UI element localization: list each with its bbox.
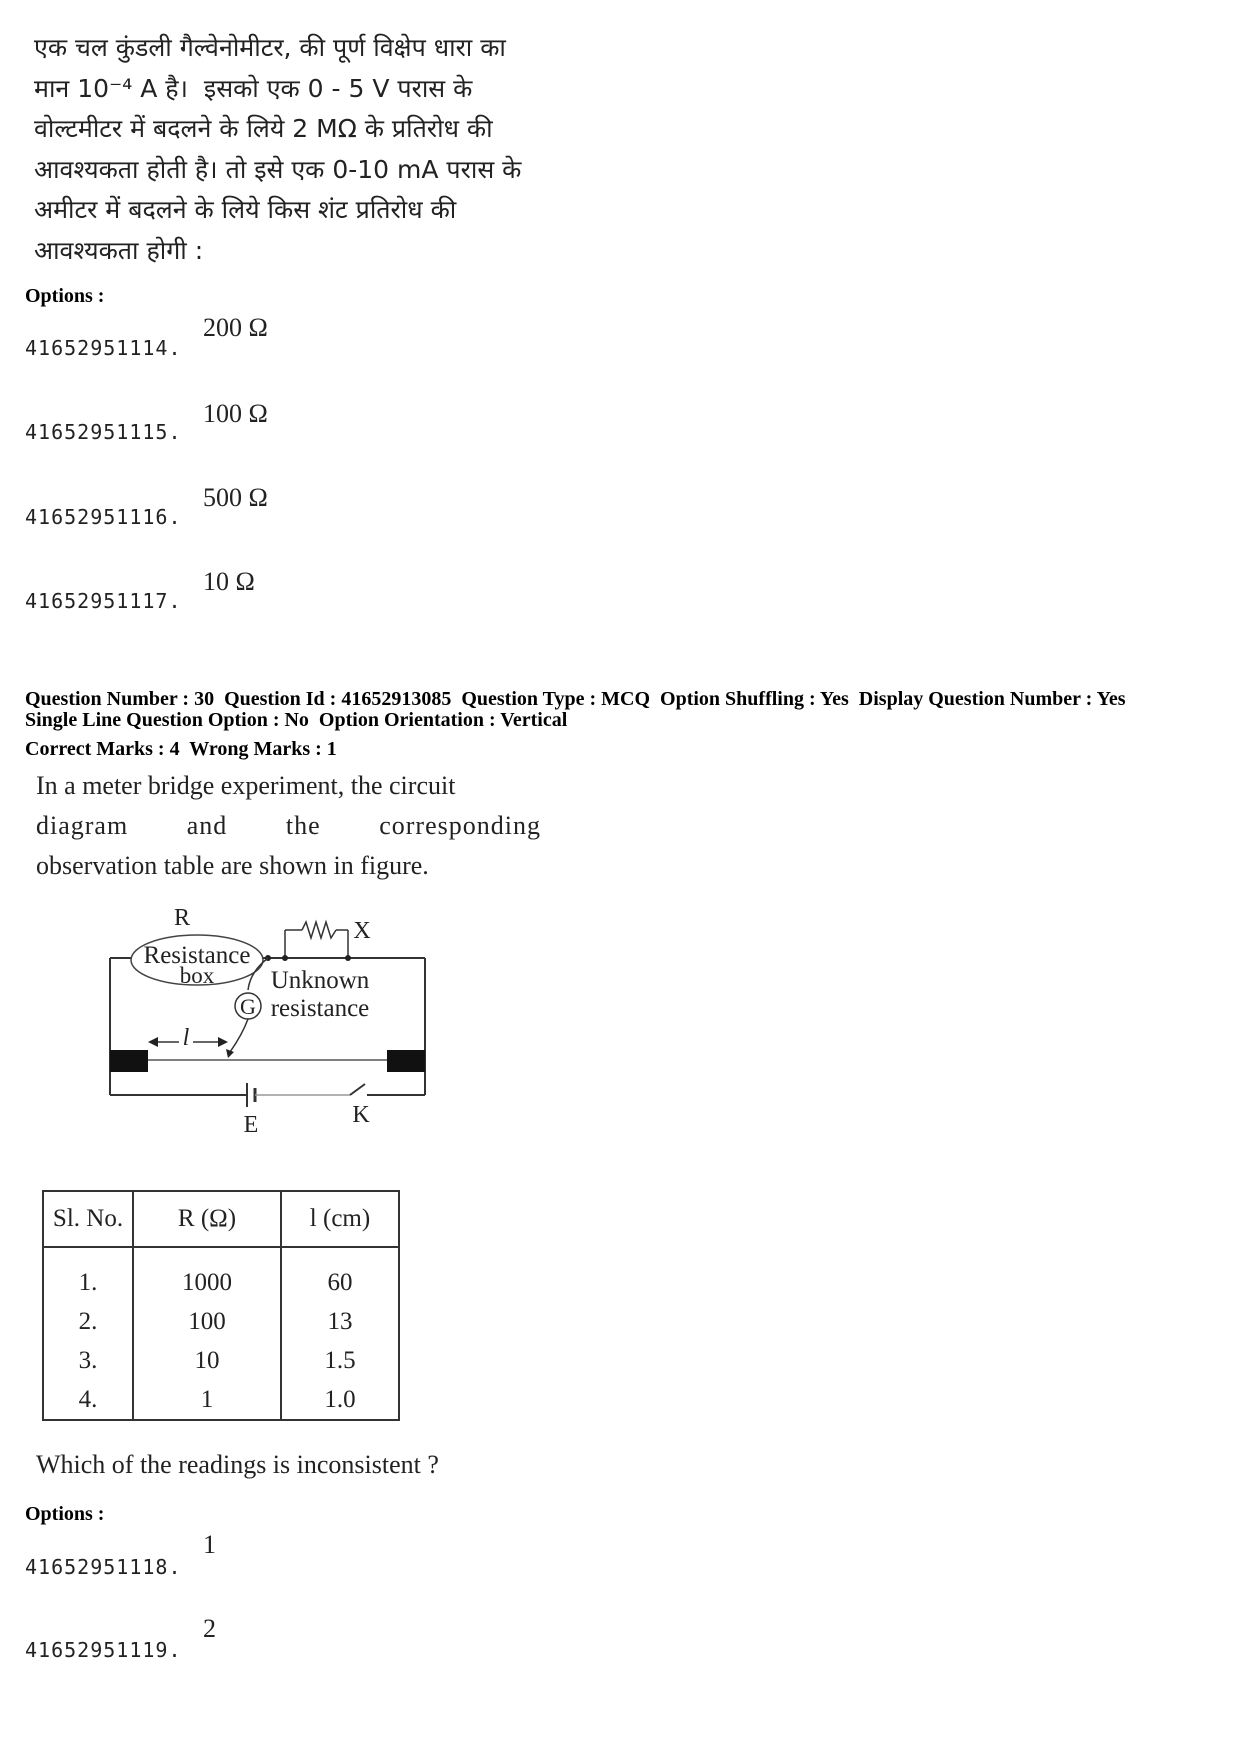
table-cell: 60 [281, 1247, 399, 1302]
hindi-question-text [34, 28, 554, 271]
table-cell: 1 [133, 1380, 281, 1420]
question-word: and [186, 811, 228, 840]
header-sl-no: Sl. No. [43, 1191, 133, 1247]
jockey-arrow [226, 1049, 234, 1058]
question-line: In a meter bridge experiment, the circuit [36, 771, 456, 800]
option-value: 100 Ω [203, 399, 268, 428]
hindi-line: आवश्यकता होगी : [34, 235, 204, 265]
option-value: 10 Ω [203, 567, 255, 596]
cell-label: E [243, 1112, 259, 1138]
length-label: l [182, 1025, 190, 1051]
table-cell: 1. [43, 1247, 133, 1302]
table-cell: 1.0 [281, 1380, 399, 1420]
junction-dot [345, 955, 351, 961]
key-switch [350, 1084, 365, 1095]
question-meta: Question Number : 30 Question Id : 41652913085 Question Type : MCQ Option Shuffling : Yes Display Question Number : Yes [25, 688, 1126, 710]
table-cell: 1.5 [281, 1341, 399, 1380]
option-id: 41652951116. [25, 505, 182, 529]
option-value: 2 [203, 1614, 216, 1643]
option-id: 41652951117. [25, 589, 182, 613]
option-value: 500 Ω [203, 483, 268, 512]
label-r: R [173, 905, 191, 931]
key-label: K [352, 1102, 370, 1128]
length-arrowhead-right [218, 1037, 228, 1047]
hindi-line: आवश्यकता होती है। तो इसे एक 0-10 mA परास के [34, 154, 522, 184]
observation-table [42, 1190, 400, 1421]
question-text [36, 766, 541, 886]
length-arrowhead-left [148, 1037, 158, 1047]
question-word: corresponding [379, 811, 541, 840]
table-cell: 10 [133, 1341, 281, 1380]
table-cell: 13 [281, 1302, 399, 1341]
label-x: X [353, 918, 371, 944]
header-r: R (Ω) [133, 1191, 281, 1247]
unknown-resistance-label: resistance [270, 995, 370, 1022]
galvanometer-label: G [240, 994, 256, 1019]
right-metal-strip [387, 1050, 425, 1072]
question-line: observation table are shown in figure. [36, 851, 429, 880]
table-cell: 1000 [133, 1247, 281, 1302]
table-cell: 2. [43, 1302, 133, 1341]
table-row [43, 1247, 399, 1302]
hindi-line: मान 10⁻⁴ A है। इसको एक 0 - 5 V परास के [34, 73, 473, 103]
option-id: 41652951115. [25, 420, 182, 444]
header-l: l (cm) [281, 1191, 399, 1247]
hindi-line: अमीटर में बदलने के लिये किस शंट प्रतिरोध की [34, 195, 457, 224]
table-row [43, 1302, 399, 1341]
option-id: 41652951118. [25, 1555, 182, 1579]
table-cell: 4. [43, 1380, 133, 1420]
options-label: Options : [25, 285, 105, 307]
resistance-box-label: Resistance [143, 942, 251, 969]
resistance-box-label: box [179, 963, 215, 988]
meter-bridge-circuit-diagram [100, 900, 440, 1150]
hindi-line: वोल्टमीटर में बदलने के लिये 2 MΩ के प्रतिरोध की [34, 114, 493, 143]
marks-info: Correct Marks : 4 Wrong Marks : 1 [25, 738, 337, 760]
table-cell: 100 [133, 1302, 281, 1341]
options-label: Options : [25, 1503, 105, 1525]
option-value: 1 [203, 1530, 216, 1559]
question-meta: Single Line Question Option : No Option Orientation : Vertical [25, 709, 568, 731]
left-metal-strip [110, 1050, 148, 1072]
option-value: 200 Ω [203, 313, 268, 342]
resistor-zigzag [302, 922, 336, 938]
question-word: the [285, 811, 321, 840]
jockey-lead [230, 1019, 248, 1052]
table-header-row [43, 1191, 399, 1247]
option-id: 41652951119. [25, 1638, 182, 1662]
table-row [43, 1380, 399, 1420]
unknown-resistance-label: Unknown [270, 967, 370, 994]
table-row [43, 1341, 399, 1380]
question-word: diagram [36, 811, 129, 840]
hindi-line: एक चल कुंडली गैल्वेनोमीटर, की पूर्ण विक्षेप धारा का [34, 33, 506, 62]
option-id: 41652951114. [25, 336, 182, 360]
question-prompt: Which of the readings is inconsistent ? [36, 1450, 439, 1479]
table-cell: 3. [43, 1341, 133, 1380]
question-line [36, 806, 541, 846]
junction-dot [282, 955, 288, 961]
